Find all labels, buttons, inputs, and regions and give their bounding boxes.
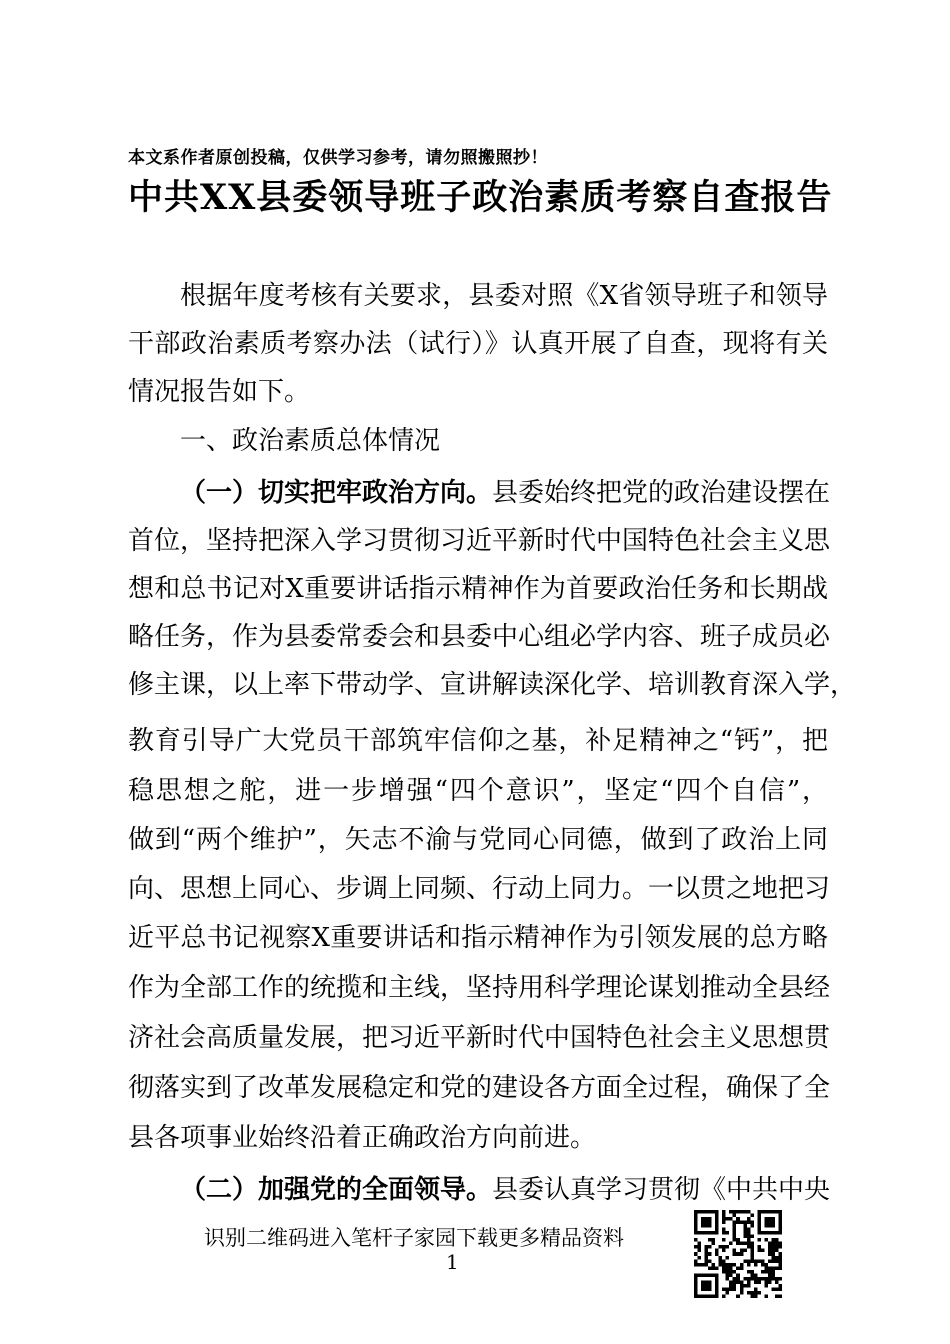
subsection-1-lead: 县委始终把党的政治建设摆在	[492, 478, 831, 508]
subsection-2-heading: （二）加强党的全面领导。	[180, 1175, 493, 1205]
paragraph-line: 向、思想上同心、步调上同频、行动上同力。一以贯之地把习	[128, 874, 831, 904]
paragraph-line: 干部政治素质考察办法（试行）》认真开展了自查，现将有关	[128, 329, 828, 359]
paragraph-line: 修主课，以上率下带动学、宣讲解读深化学、培训教育深入学，	[128, 670, 857, 700]
paragraph-line: 略任务，作为县委常委会和县委中心组必学内容、班子成员必	[128, 622, 831, 652]
paragraph-line: 想和总书记对X重要讲话指示精神作为首要政治任务和长期战	[128, 574, 828, 604]
paragraph-line: 教育引导广大党员干部筑牢信仰之基，补足精神之“钙”，把	[128, 726, 828, 756]
paragraph-line: 稳思想之舵，进一步增强“四个意识”，坚定“四个自信”，	[128, 776, 828, 806]
paragraph-line: 作为全部工作的统揽和主线，坚持用科学理论谋划推动全县经	[128, 973, 831, 1003]
qr-code-icon[interactable]	[694, 1210, 782, 1298]
paragraph-line: 情况报告如下。	[128, 377, 311, 407]
paragraph-line: 彻落实到了改革发展稳定和党的建设各方面全过程，确保了全	[128, 1073, 831, 1103]
document-title: 中共XX县委领导班子政治素质考察自查报告	[128, 177, 833, 218]
paragraph-line: 济社会高质量发展，把习近平新时代中国特色社会主义思想贯	[128, 1023, 831, 1053]
paragraph-line: 根据年度考核有关要求，县委对照《X省领导班子和领导	[180, 281, 828, 311]
paragraph-line	[180, 1174, 831, 1206]
subsection-2-lead: 县委认真学习贯彻《中共中央	[492, 1175, 831, 1205]
paragraph-line: 做到“两个维护”，矢志不渝与党同心同德，做到了政治上同	[128, 825, 828, 855]
footer-promo-text: 识别二维码进入笔杆子家园下载更多精品资料	[204, 1226, 624, 1250]
page-number: 1	[446, 1250, 459, 1274]
top-notice: 本文系作者原创投稿，仅供学习参考，请勿照搬照抄！	[128, 148, 548, 168]
paragraph-line: 近平总书记视察X重要讲话和指示精神作为引领发展的总方略	[128, 923, 828, 953]
paragraph-line: 县各项事业始终沿着正确政治方向前进。	[128, 1123, 597, 1153]
paragraph-line	[180, 477, 831, 509]
subsection-1-heading: （一）切实把牢政治方向。	[180, 478, 493, 508]
section-heading: 一、政治素质总体情况	[180, 426, 441, 456]
paragraph-line: 首位，坚持把深入学习贯彻习近平新时代中国特色社会主义思	[128, 526, 831, 556]
